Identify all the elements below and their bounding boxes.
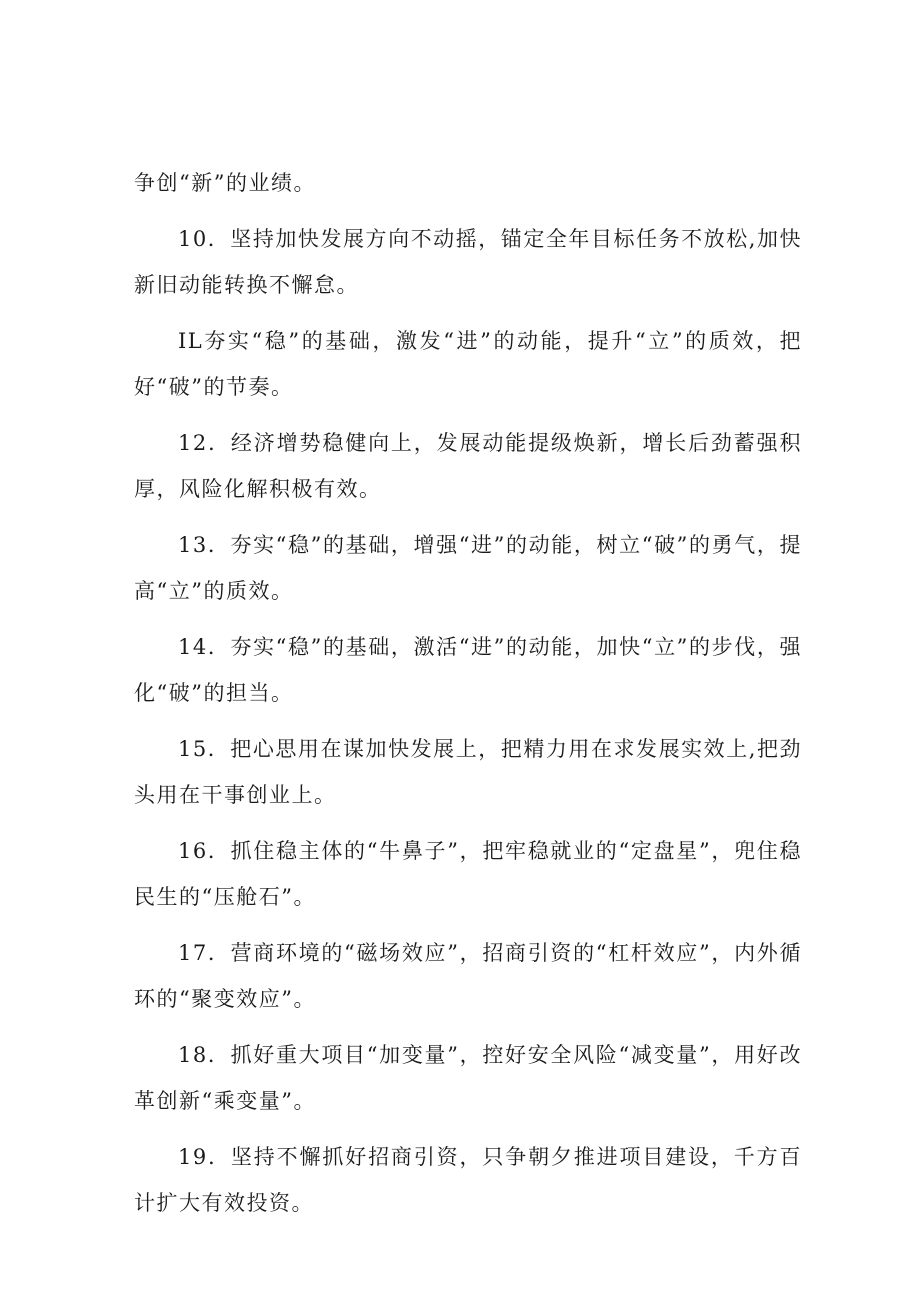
paragraph-continuation: 争创“新”的业绩。: [134, 171, 316, 195]
paragraph-item-10: 10．坚持加快发展方向不动摇，锚定全年目标任务不放松,加快新旧动能转换不懈怠。: [134, 227, 802, 297]
paragraph-item-13: 13．夯实“稳”的基础，增强“进”的动能，树立“破”的勇气，提高“立”的质效。: [134, 533, 802, 603]
paragraph-item-19: 19．坚持不懈抓好招商引资，只争朝夕推进项目建设，千方百计扩大有效投资。: [134, 1145, 802, 1215]
paragraph-item-14: 14．夯实“稳”的基础，激活“进”的动能，加快“立”的步伐，强化“破”的担当。: [134, 635, 802, 705]
paragraph-item-17: 17．营商环境的“磁场效应”，招商引资的“杠杆效应”，内外循环的“聚变效应”。: [134, 941, 802, 1011]
document-body: [134, 160, 802, 1226]
paragraph-item-12: 12．经济增势稳健向上，发展动能提级焕新，增长后劲蓄强积厚，风险化解积极有效。: [134, 431, 802, 501]
paragraph-item-11: IL夯实“稳”的基础，激发“进”的动能，提升“立”的质效，把好“破”的节奏。: [134, 329, 802, 399]
paragraph-item-18: 18．抓好重大项目“加变量”，控好安全风险“减变量”，用好改革创新“乘变量”。: [134, 1043, 802, 1113]
paragraph-item-16: 16．抓住稳主体的“牛鼻子”，把牢稳就业的“定盘星”，兜住稳民生的“压舱石”。: [134, 839, 802, 909]
paragraph-item-15: 15．把心思用在谋加快发展上，把精力用在求发展实效上,把劲头用在干事创业上。: [134, 737, 802, 807]
